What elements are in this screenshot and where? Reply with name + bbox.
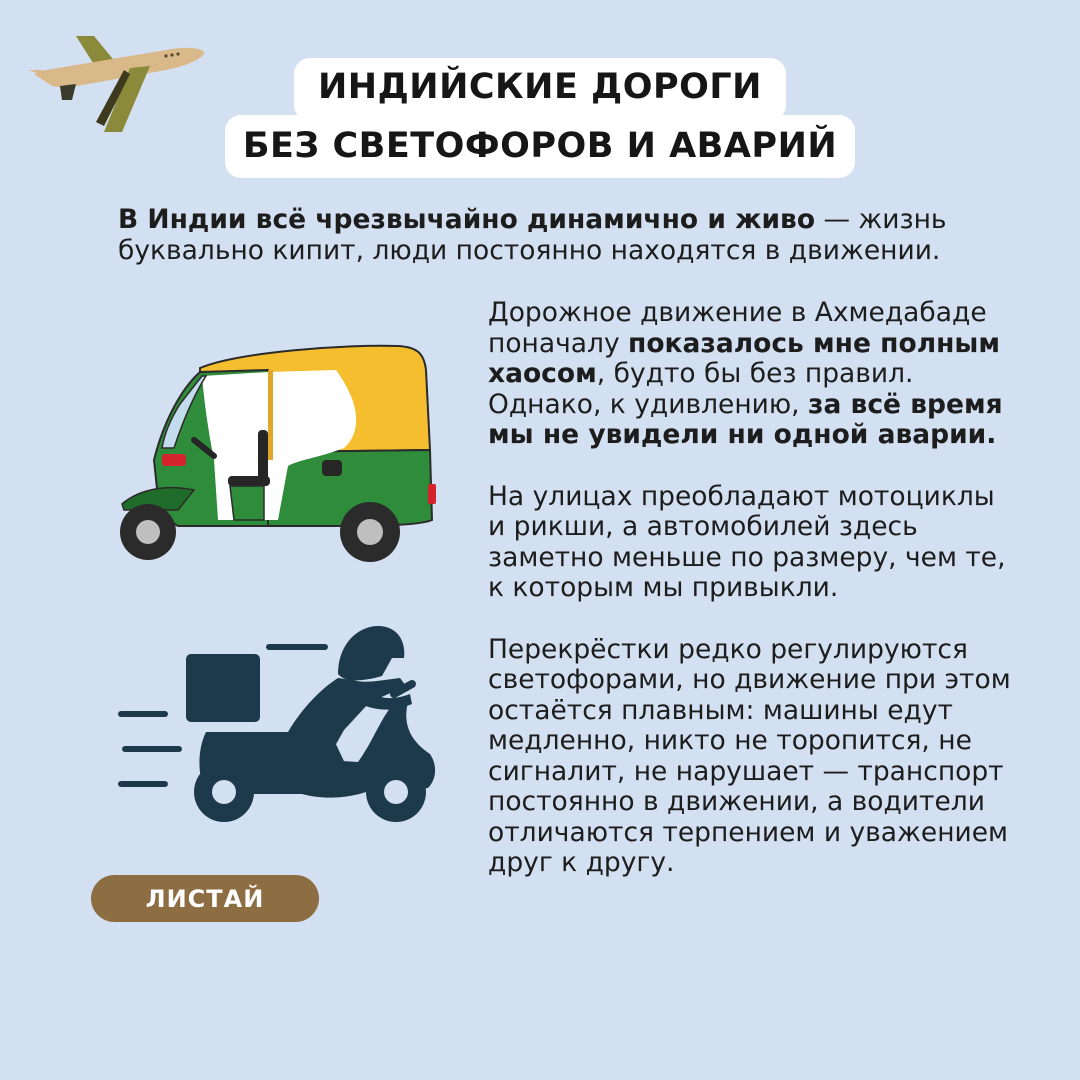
p3-line: постоянно в движении, а водители [488, 786, 985, 817]
p1-line-2-plain: поначалу [488, 327, 629, 359]
title-line-1: ИНДИЙСКИЕ ДОРОГИ [294, 58, 786, 121]
swipe-button[interactable]: ЛИСТАЙ [91, 875, 319, 922]
p2-line: к которым мы привыкли. [488, 572, 839, 603]
p3-line: медленно, никто не торопится, не [488, 725, 972, 756]
intro-text [118, 204, 1018, 266]
p3-line: остаётся плавным: машины едут [488, 694, 953, 726]
delivery-scooter-icon [112, 622, 442, 824]
p2-line: и рикши, а автомобилей здесь [488, 511, 918, 542]
page-title [0, 58, 1080, 178]
p1-line-3-bold: хаосом [488, 358, 597, 389]
p1-line-4-bold: за всё время [808, 388, 1003, 420]
p3-line: отличаются терпением и уважением [488, 816, 1009, 848]
p2-line: На улицах преобладают мотоциклы [488, 480, 995, 512]
title-line-2: БЕЗ СВЕТОФОРОВ И АВАРИЙ [225, 115, 855, 178]
p1-line-4-plain: Однако, к удивлению, [488, 388, 809, 420]
p3-line: светофорами, но движение при этом [488, 664, 1011, 695]
article-body [488, 298, 1048, 879]
p3-line: друг к другу. [488, 847, 675, 878]
p2-line: заметно меньше по размеру, чем те, [488, 541, 1006, 573]
paragraph-2 [488, 482, 1048, 604]
intro-line-2: буквально кипит, люди постоянно находятся в движении. [118, 235, 941, 266]
intro-bold: В Индии всё чрезвычайно динамично и живо [118, 204, 816, 235]
p3-line: сигналит, не нарушает — транспорт [488, 755, 1004, 787]
intro-rest: — жизнь [815, 204, 947, 235]
auto-rickshaw-icon [118, 340, 440, 565]
p1-line-5-bold: мы не увидели ни одной аварии. [488, 419, 997, 450]
p1-line-2-bold: показалось мне полным [628, 327, 1001, 359]
p1-line-1: Дорожное движение в Ахмедабаде [488, 297, 987, 328]
paragraph-1 [488, 298, 1048, 451]
p1-line-3-plain: , будто бы без правил. [596, 358, 914, 389]
paragraph-3 [488, 635, 1048, 879]
p3-line: Перекрёстки редко регулируются [488, 633, 968, 665]
